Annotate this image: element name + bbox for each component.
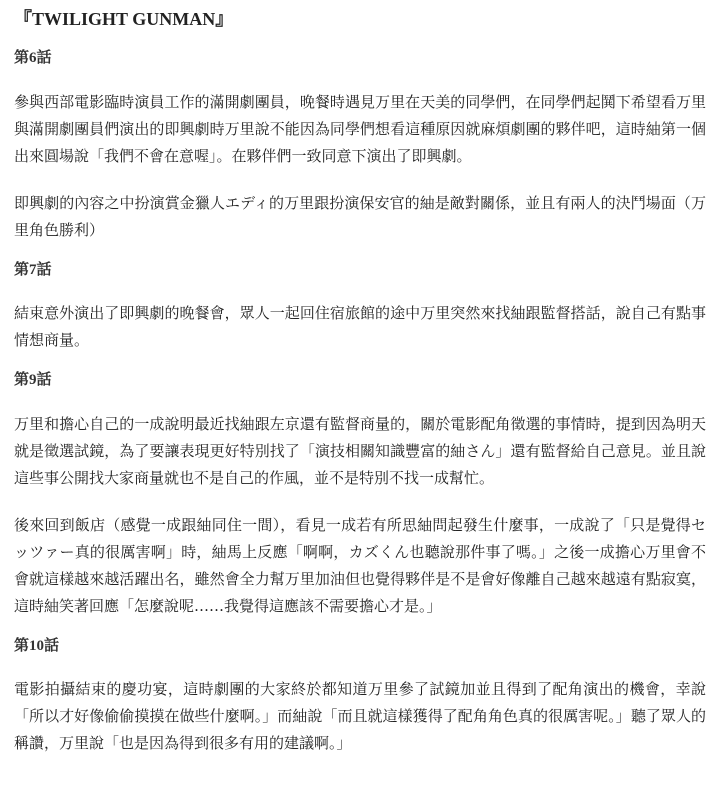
paragraph: 結束意外演出了即興劇的晚餐會，眾人一起回住宿旅館的途中万里突然來找紬跟監督搭話，說自己有點事情想商量。 (14, 304, 706, 349)
episode-heading: 第9話 (14, 372, 52, 388)
episode-heading: 第7話 (14, 262, 52, 278)
paragraph: 後來回到飯店（感覺一成跟紬同住一間），看見一成若有所思紬問起發生什麼事，一成說了「只是覺得セッツァー真的很厲害啊」時，紬馬上反應「啊啊，カズくん也聽說那件事了嗎。」之後一成擔心万里會不會就這樣越來越活躍出名，雖然會全力幫万里加油但也覺得夥伴是不是會好像離自己越來越遠有點寂寞，這時紬笑著回應「怎麼說呢……我覺得這應該不需要擔心才是。」 (14, 516, 706, 615)
paragraph: 參與西部電影臨時演員工作的滿開劇團員，晚餐時遇見万里在天美的同學們，在同學們起鬨下希望看万里與滿開劇團員們演出的即興劇時万里說不能因為同學們想看這種原因就麻煩劇團的夥伴吧，這時紬第一個出來圓場說「我們不會在意喔」。在夥伴們一致同意下演出了即興劇。 (14, 93, 706, 165)
episode-heading: 第10話 (14, 638, 60, 654)
paragraph: 電影拍攝結束的慶功宴，這時劇團的大家終於都知道万里參了試鏡加並且得到了配角演出的機會，幸說「所以才好像偷偷摸摸在做些什麼啊。」而紬說「而且就這樣獲得了配角角色真的很厲害呢。」聽了眾人的稱讚，万里說「也是因為得到很多有用的建議啊。」 (14, 680, 706, 752)
episode-heading: 第6話 (14, 50, 52, 66)
article (14, 0, 706, 757)
paragraph: 万里和擔心自己的一成說明最近找紬跟左京還有監督商量的，關於電影配角徵選的事情時，提到因為明天就是徵選試鏡，為了要讓表現更好特別找了「演技相關知識豐富的紬さん」還有監督給自己意見。並且說這些事公開找大家商量就也不是自己的作風，並不是特別不找一成幫忙。 (14, 415, 706, 487)
article-title: 『TWILIGHT GUNMAN』 (14, 9, 234, 29)
paragraph: 即興劇的內容之中扮演賞金獵人エディ的万里跟扮演保安官的紬是敵對關係，並且有兩人的決鬥場面（万里角色勝利） (14, 194, 706, 239)
